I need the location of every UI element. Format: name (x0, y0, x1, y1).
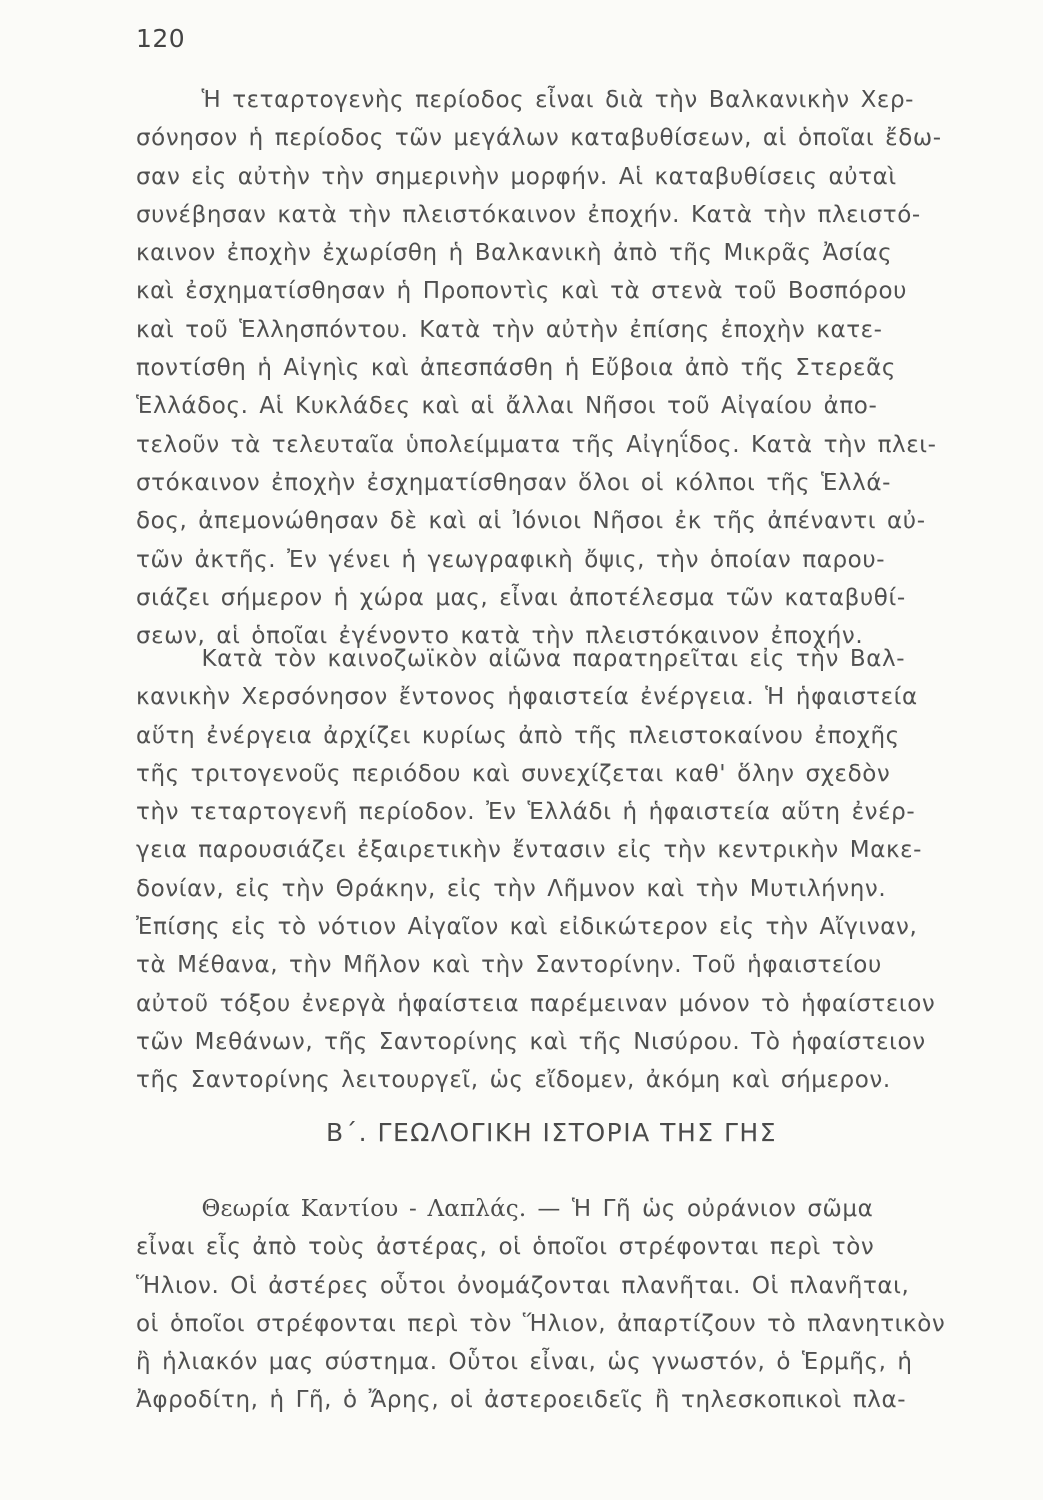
text-line: εἶναι εἷς ἀπὸ τοὺς ἀστέρας, οἱ ὁποῖοι στρέφονται περὶ τὸν (136, 1234, 875, 1261)
text-line: δος, ἀπεμονώθησαν δὲ καὶ αἱ Ἰόνιοι Νῆσοι ἐκ τῆς ἀπέναντι αὐ- (136, 508, 926, 535)
text-line: κανικὴν Χερσόνησον ἔντονος ἡφαιστεία ἐνέργεια. Ἡ ἡφαιστεία (136, 684, 918, 711)
text-line: αὐτοῦ τόξου ἐνεργὰ ἡφαίστεια παρέμειναν μόνον τὸ ἡφαίστειον (136, 990, 936, 1017)
text-line: δονίαν, εἰς τὴν Θράκην, εἰς τὴν Λῆμνον καὶ τὴν Μυτιλήνην. (136, 875, 887, 902)
text-line: σεων, αἱ ὁποῖαι ἐγένοντο κατὰ τὴν πλειστόκαινον ἐποχήν. (136, 623, 864, 650)
paragraph-kant-laplace-theory (136, 1190, 1016, 1420)
text-line: τὴν τεταρτογενῆ περίοδον. Ἐν Ἑλλάδι ἡ ἡφαιστεία αὕτη ἐνέρ- (136, 799, 916, 826)
page-number: 120 (136, 24, 186, 53)
text-line: τῶν ἀκτῆς. Ἐν γένει ἡ γεωγραφικὴ ὄψις, τὴν ὁποίαν παρου- (136, 546, 886, 573)
text-line: Ἡ τεταρτογενὴς περίοδος εἶναι διὰ τὴν Βαλκανικὴν Χερ- (136, 87, 915, 113)
text-line: ποντίσθη ἡ Αἰγηὶς καὶ ἀπεσπάσθη ἡ Εὔβοια ἀπὸ τῆς Στερεᾶς (136, 355, 896, 382)
paragraph-volcanic-activity (136, 640, 1016, 1100)
paragraph-quaternary-period (136, 81, 1016, 655)
lead-line-text: Ἡ Γῆ ὡς οὐράνιον σῶμα (571, 1196, 874, 1222)
text-line: ἢ ἡλιακόν μας σύστημα. Οὗτοι εἶναι, ὡς γνωστόν, ὁ Ἑρμῆς, ἡ (136, 1349, 913, 1376)
text-line: σιάζει σήμερον ἡ χώρα μας, εἶναι ἀποτέλεσμα τῶν καταβυθί- (136, 584, 906, 611)
text-line: αὕτη ἐνέργεια ἀρχίζει κυρίως ἀπὸ τῆς πλειστοκαίνου ἐποχῆς (136, 722, 900, 749)
text-line: τῆς Σαντορίνης λειτουργεῖ, ὡς εἴδομεν, ἀκόμη καὶ σήμερον. (136, 1067, 891, 1094)
text-line: στόκαινον ἐποχὴν ἐσχηματίσθησαν ὅλοι οἱ κόλποι τῆς Ἑλλά- (136, 469, 891, 496)
text-line: σαν εἰς αὐτὴν τὴν σημερινὴν μορφήν. Αἱ καταβυθίσεις αὐταὶ (136, 163, 897, 190)
text-line: καὶ ἐσχηματίσθησαν ἡ Προποντὶς καὶ τὰ στενὰ τοῦ Βοσπόρου (136, 278, 908, 305)
text-line-lead (136, 1190, 1016, 1228)
text-line: καὶ τοῦ Ἑλλησπόντου. Κατὰ τὴν αὐτὴν ἐπίσης ἐποχὴν κατε- (136, 316, 883, 343)
text-line: Ἐπίσης εἰς τὸ νότιον Αἰγαῖον καὶ εἰδικώτερον εἰς τὴν Αἴγιναν, (136, 914, 918, 941)
text-line: Κατὰ τὸν καινοζωϊκὸν αἰῶνα παρατηρεῖται εἰς τὴν Βαλ- (136, 646, 906, 672)
text-line: τὰ Μέθανα, τὴν Μῆλον καὶ τὴν Σαντορίνην. Τοῦ ἡφαιστείου (136, 952, 882, 979)
section-heading: Β΄. ΓΕΩΛΟΓΙΚΗ ΙΣΤΟΡΙΑ ΤΗΣ ΓΗΣ (325, 1118, 778, 1147)
text-line: Ἥλιον. Οἱ ἀστέρες οὗτοι ὀνομάζονται πλανῆται. Οἱ πλανῆται, (136, 1272, 910, 1299)
text-line: καινον ἐποχὴν ἐχωρίσθη ἡ Βαλκανικὴ ἀπὸ τῆς Μικρᾶς Ἀσίας (136, 240, 893, 267)
text-line: τελοῦν τὰ τελευταῖα ὑπολείμματα τῆς Αἰγηΐδος. Κατὰ τὴν πλει- (136, 431, 937, 458)
text-line: γεια παρουσιάζει ἐξαιρετικὴν ἔντασιν εἰς τὴν κεντρικὴν Μακε- (136, 837, 923, 864)
text-line: οἱ ὁποῖοι στρέφονται περὶ τὸν Ἥλιον, ἀπαρτίζουν τὸ πλανητικὸν (136, 1310, 946, 1337)
text-line: συνέβησαν κατὰ τὴν πλειστόκαινον ἐποχήν. Κατὰ τὴν πλειστό- (136, 201, 921, 228)
text-line: τῆς τριτογενοῦς περιόδου καὶ συνεχίζεται καθ' ὅλην σχεδὸν (136, 760, 891, 787)
em-dash: — (526, 1196, 572, 1222)
text-line: σόνησον ἡ περίοδος τῶν μεγάλων καταβυθίσεων, αἱ ὁποῖαι ἔδω- (136, 125, 942, 152)
lead-term: Θεωρία Καντίου - Λαπλάς. (201, 1196, 527, 1222)
text-line: Ἀφροδίτη, ἡ Γῆ, ὁ Ἄρης, οἱ ἀστεροειδεῖς ἢ τηλεσκοπικοὶ πλα- (136, 1387, 907, 1414)
text-line: Ἑλλάδος. Αἱ Κυκλάδες καὶ αἱ ἄλλαι Νῆσοι τοῦ Αἰγαίου ἀπο- (136, 393, 878, 420)
text-line: τῶν Μεθάνων, τῆς Σαντορίνης καὶ τῆς Νισύρου. Τὸ ἡφαίστειον (136, 1028, 926, 1055)
